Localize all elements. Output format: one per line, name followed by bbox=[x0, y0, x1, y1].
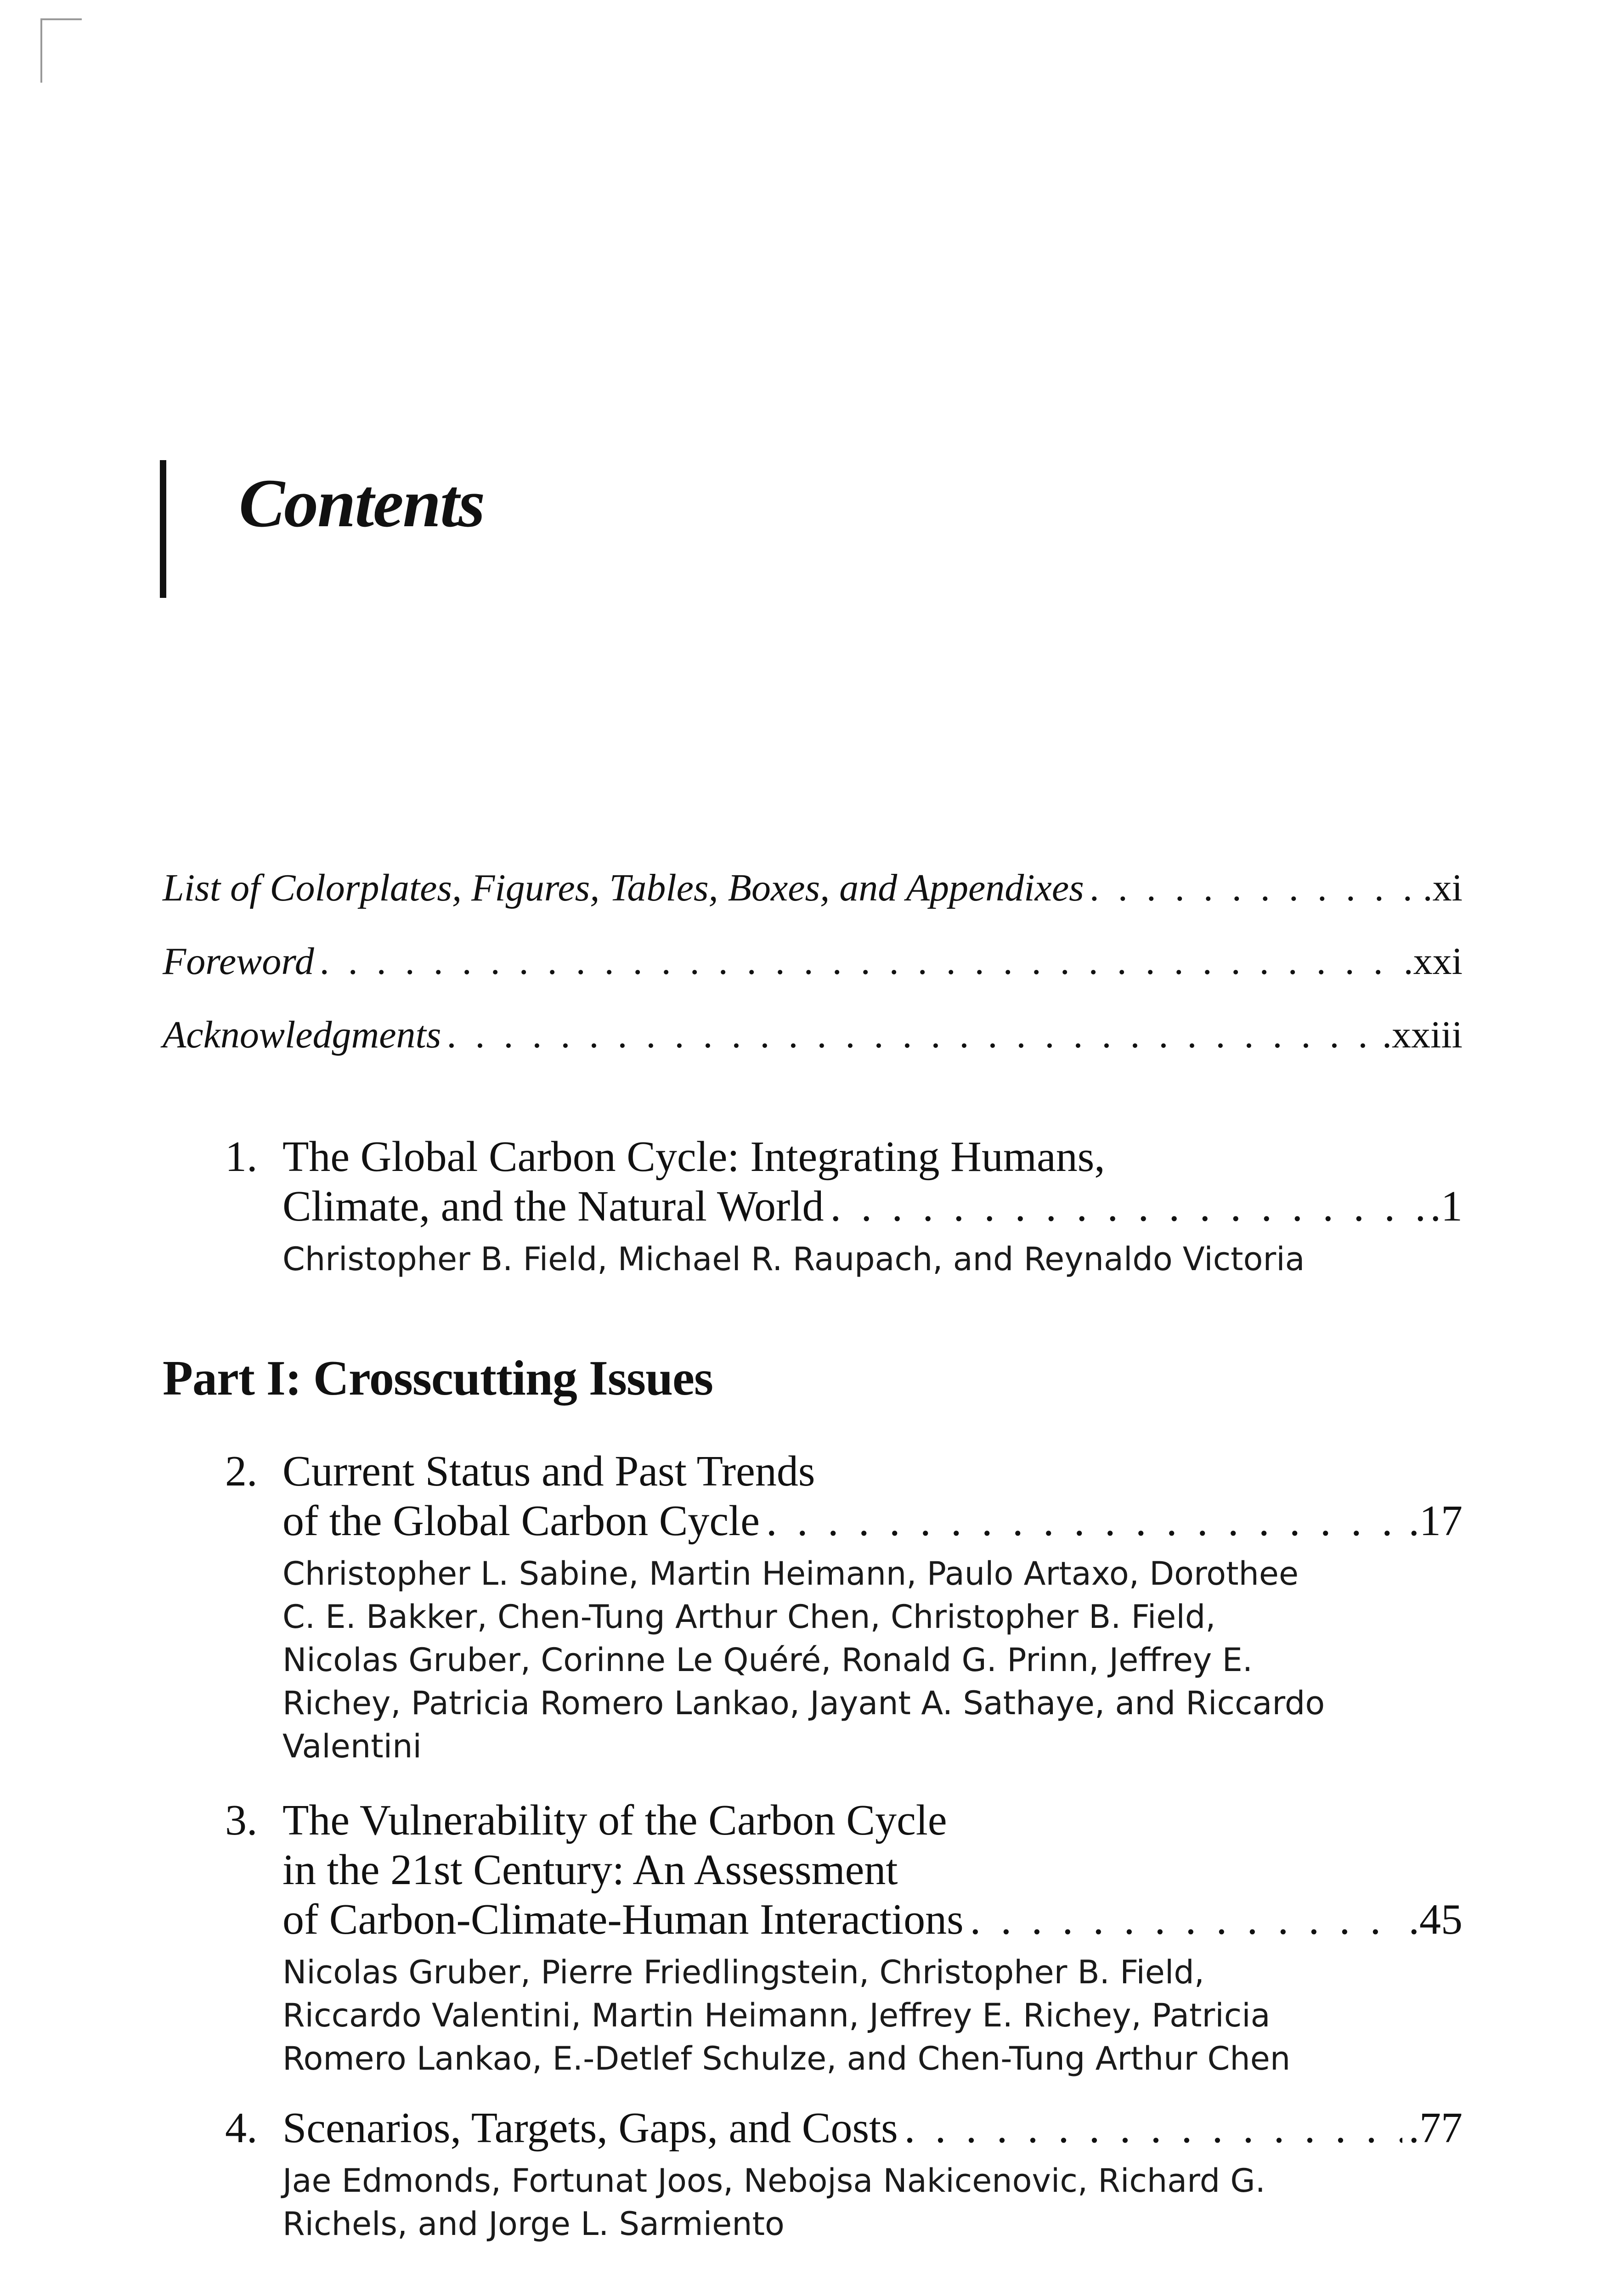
chapter-title bbox=[282, 1795, 1463, 1944]
chapter-authors: Christopher L. Sabine, Martin Heimann, Paulo Artaxo, Dorothee C. E. Bakker, Chen-Tung Arthur Chen, Christopher B. Field, Nicolas Gruber, Corinne Le Quéré, Ronald G. Prinn, Jeffrey E. Richey, Patricia Romero Lankao, Jayant A. Sathaye, and Riccardo Valentini bbox=[282, 1555, 1325, 1765]
dot-leader bbox=[1090, 866, 1417, 910]
toc-entry-foreword bbox=[163, 939, 1463, 984]
chapter-number: 3. bbox=[225, 1796, 258, 1844]
dot-leader bbox=[970, 1895, 1402, 1944]
chapter-title bbox=[282, 2103, 1463, 2153]
toc-chapter-2 bbox=[225, 1446, 1463, 1768]
toc-page-number: .17 bbox=[1408, 1497, 1463, 1545]
chapter-number: 4. bbox=[225, 2104, 258, 2152]
part-heading: Part I: Crosscutting Issues bbox=[163, 1351, 713, 1406]
toc-page-number: .xxi bbox=[1403, 940, 1463, 983]
heading-rule bbox=[160, 460, 166, 598]
chapter-title-line bbox=[282, 1182, 1463, 1231]
page-title: Contents bbox=[239, 465, 485, 541]
dot-leader bbox=[321, 939, 1397, 984]
chapter-title-line: Current Status and Past Trends bbox=[282, 1447, 815, 1495]
toc-chapter-4 bbox=[225, 2103, 1463, 2245]
chapter-title-line bbox=[282, 2103, 1463, 2153]
toc-entry-title: List of Colorplates, Figures, Tables, Boxes, and Appendixes bbox=[163, 867, 1084, 909]
chapter-title-text: Scenarios, Targets, Gaps, and Costs bbox=[282, 2104, 898, 2152]
toc-entry-title: Acknowledgments bbox=[163, 1013, 441, 1056]
chapter-authors: Jae Edmonds, Fortunat Joos, Nebojsa Nakicenovic, Richard G. Richels, and Jorge L. Sarmiento bbox=[282, 2162, 1265, 2243]
crop-mark bbox=[40, 18, 42, 83]
chapter-title bbox=[282, 1446, 1463, 1546]
chapter-title-line bbox=[282, 1496, 1463, 1546]
toc-page-number: .45 bbox=[1408, 1896, 1463, 1943]
dot-leader bbox=[830, 1182, 1423, 1231]
toc-page-number: .xxiii bbox=[1382, 1013, 1463, 1056]
chapter-title-text: Climate, and the Natural World bbox=[282, 1182, 824, 1230]
chapter-title-line: in the 21st Century: An Assessment bbox=[282, 1846, 898, 1894]
toc-page-number: .77 bbox=[1408, 2104, 1463, 2152]
chapter-authors: Nicolas Gruber, Pierre Friedlingstein, Christopher B. Field, Riccardo Valentini, Martin Heimann, Jeffrey E. Richey, Patricia Romero Lankao, E.-Detlef Schulze, and Chen-Tung Arthur Chen bbox=[282, 1953, 1291, 2077]
toc-entry-colorplates bbox=[163, 866, 1463, 910]
chapter-title-line: The Vulnerability of the Carbon Cycle bbox=[282, 1796, 947, 1844]
chapter-number: 2. bbox=[225, 1447, 258, 1495]
chapter-number: 1. bbox=[225, 1133, 258, 1181]
chapter-authors: Christopher B. Field, Michael R. Raupach, and Reynaldo Victoria bbox=[282, 1240, 1305, 1278]
chapter-title-line bbox=[282, 1895, 1463, 1944]
dot-leader bbox=[904, 2103, 1402, 2153]
crop-mark bbox=[40, 18, 82, 20]
dot-leader bbox=[448, 1013, 1376, 1057]
chapter-title-text: of Carbon-Climate-Human Interactions bbox=[282, 1896, 964, 1943]
toc-page-number: .xi bbox=[1423, 867, 1463, 909]
toc-chapter-3 bbox=[225, 1795, 1463, 2080]
toc-entry-title: Foreword bbox=[163, 940, 314, 983]
dot-leader bbox=[766, 1496, 1402, 1546]
chapter-title bbox=[282, 1132, 1463, 1231]
chapter-title-line: The Global Carbon Cycle: Integrating Humans, bbox=[282, 1133, 1105, 1181]
chapter-title-text: of the Global Carbon Cycle bbox=[282, 1497, 760, 1545]
toc-entry-acknowledgments bbox=[163, 1013, 1463, 1057]
toc-chapter-1 bbox=[225, 1132, 1463, 1281]
toc-page-number: .1 bbox=[1430, 1182, 1463, 1230]
